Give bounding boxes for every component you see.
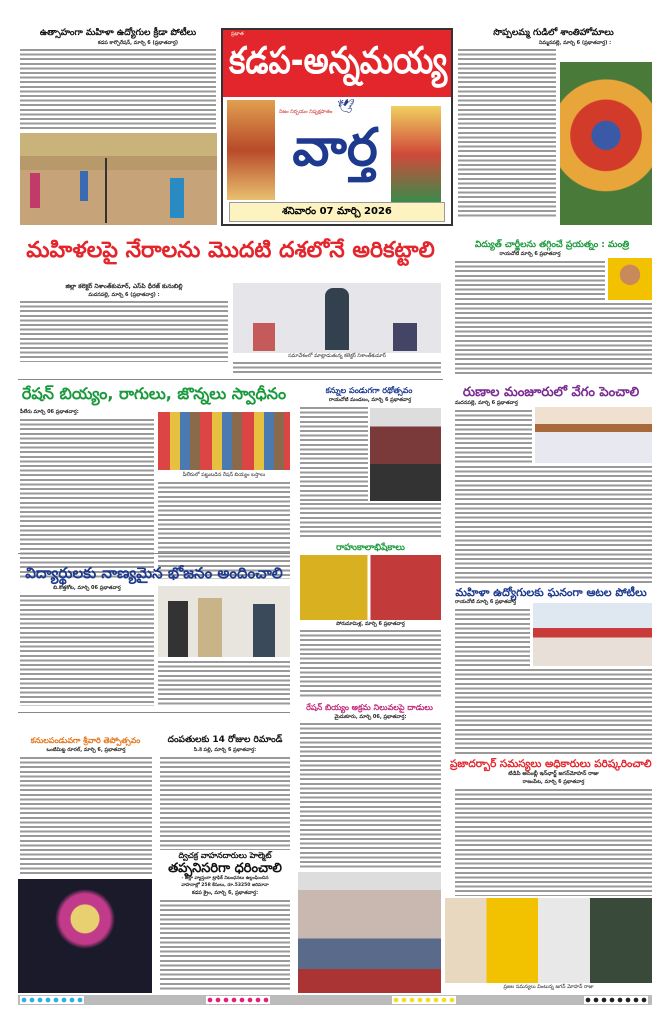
- photo-rahukala: [300, 555, 441, 620]
- headline-sports: ఉత్సాహంగా మహిళా ఉద్యోగుల క్రీడా పోటీలు: [39, 28, 197, 38]
- headline-rathotsavam: కన్నుల పండుగగా రథోత్సవం: [325, 386, 413, 395]
- photo-ration-raids: [298, 872, 441, 993]
- article-body: [455, 668, 652, 756]
- article-body: [20, 300, 228, 362]
- dove-icon: 🕊: [337, 99, 355, 115]
- annamayya-image: [391, 106, 441, 202]
- helmet-subhead-2: వాహనాల్లో 258 కేసులు, రూ.53250 జరిమానా: [181, 883, 269, 888]
- headline-ration-raids: రేషన్ బియ్యం అక్రమ నిలువలపై దాడులు: [306, 703, 433, 712]
- article-body: [458, 48, 556, 218]
- dateline: మైదుకూరు, మార్చి 06, ప్రభాతవార్త:: [334, 714, 407, 720]
- dateline: మదనపల్లె, మార్చి 6 (ప్రభాతవార్త) :: [88, 292, 160, 298]
- article-body: [300, 502, 441, 540]
- dateline: బి.కొత్తకోట, మార్చి 06 ప్రభాతవార్త: [53, 585, 121, 591]
- masthead-tagline: నిజం నిర్భయం నిష్పక్షపాతం: [279, 109, 333, 115]
- color-registration-bar: [18, 995, 652, 1005]
- lead-subhead: జిల్లా కలెక్టర్ నిశాంత్‌కుమార్, ఎస్‌పి ధీరజ్ కునుబిల్లి: [65, 283, 183, 290]
- article-body: [455, 302, 652, 374]
- headline-remand: దంపతులకు 14 రోజుల రిమాండ్: [167, 735, 283, 745]
- article-body: [455, 409, 532, 463]
- headline-students-food: విద్యార్థులకు నాణ్యమైన భోజనం అందించాలి: [25, 564, 283, 582]
- photo-goddess: [560, 62, 652, 225]
- helmet-subhead: - జిల్లా వ్యాప్తంగా ట్రాఫిక్ నిబంధనలు ఉల్లంఘించిన: [181, 876, 269, 881]
- dateline: మదనపల్లె, మార్చి 6 ప్రభాతవార్త: [455, 400, 518, 406]
- deity-image: [227, 100, 275, 200]
- photo-students-food: [158, 586, 290, 657]
- article-body: [20, 756, 152, 876]
- praja-subhead: టిడిపి అసెంబ్లీ ఇన్‌ఛార్జ్ జగన్‌మోహన్ రాజు: [508, 771, 599, 777]
- masthead: [221, 28, 453, 226]
- headline-rahukala: రాహుకాలాభిషేకాలు: [336, 543, 405, 553]
- photo-loans-meeting: [535, 407, 652, 463]
- masthead-name: వార్త: [292, 118, 378, 178]
- masthead-title: కడప-అన్నమయ్య: [229, 39, 448, 82]
- headline-women-games: మహిళా ఉద్యోగులకు ఘనంగా ఆటల పోటీలు: [455, 586, 647, 599]
- dateline: రాయచోటి మార్చి 6 ప్రభాతవార్త: [499, 251, 561, 257]
- masthead-tag: ప్రభాత: [231, 31, 244, 37]
- dateline: కడప క్రైం, మార్చి 6, ప్రభాతవార్త:: [191, 890, 259, 896]
- headline-teppotsavam: కనులపండువగా శ్రీవారి తెప్పోత్సవం: [30, 736, 141, 745]
- headline-ration-seized: రేషన్ బియ్యం, రాగులు, జొన్నలు స్వాధీనం: [21, 384, 287, 403]
- article-body: [300, 406, 368, 501]
- article-body: [20, 48, 216, 130]
- issue-date: శనివారం 07 మార్చి 2026: [229, 202, 445, 222]
- headline-shanti-homam: సొప్పలమ్మ గుడిలో శాంతిహోమాలు: [493, 28, 614, 38]
- photo-teppotsavam: [18, 879, 152, 993]
- photo-chariot: [370, 408, 441, 501]
- photo-caption: పీలేరులో పట్టుబడిన రేషన్ బియ్యం బస్తాలు: [182, 472, 266, 478]
- dateline: సి.కె పల్లి, మార్చి 6 ప్రభాతవార్త:: [193, 747, 257, 753]
- article-body: [20, 594, 154, 706]
- photo-caption: సమావేశంలో మాట్లాడుతున్న కలెక్టర్ నిశాంత్‌కుమార్: [288, 353, 386, 359]
- lead-headline: మహిళలపై నేరాలను మొదటి దశలోనే అరికట్టాలి: [26, 238, 435, 263]
- article-body: [160, 756, 290, 850]
- dateline: కడప కార్పొరేషన్, మార్చి 6 (ప్రభాతవార్త): [97, 40, 179, 46]
- headline-helmet-2: తప్పనిసరిగా ధరించాలి: [168, 861, 282, 876]
- article-body: [455, 608, 530, 666]
- headline-electricity: విద్యుత్ చార్జీలను తగ్గించే ప్రయత్నం : మంత్రి: [474, 240, 630, 250]
- dateline: రాయచోటి మార్చి 6 ప్రభాతవార్త: [455, 599, 517, 605]
- dateline: నిమ్మనపల్లె, మార్చి 6 (ప్రభాతవార్త) :: [538, 40, 612, 46]
- dateline: ఒంటిమిట్ట రూరల్, మార్చి 6, ప్రభాతవార్త: [46, 747, 126, 753]
- photo-collector-meeting: [233, 283, 441, 353]
- photo-praja-darbar: [445, 898, 652, 983]
- article-body: [455, 788, 652, 896]
- dateline: పీలేరు మార్చి 06 ప్రభాతవార్త:: [20, 409, 79, 415]
- article-body: [455, 465, 652, 583]
- headline-loans: రుణాల మంజూరులో వేగం పెంచాలి: [462, 385, 640, 400]
- photo-minister: [608, 258, 652, 300]
- article-body: [300, 629, 441, 699]
- photo-women-games: [533, 603, 652, 666]
- dateline: రాయచోటి మండలం, మార్చి 6 ప్రభాతవార్త: [328, 397, 412, 403]
- article-body: [233, 361, 441, 374]
- photo-sports-event: [20, 133, 217, 225]
- headline-praja-darbar: ప్రజాదర్బార్ సమస్యలు అధికారులు పరిష్కరించాలి: [450, 758, 652, 770]
- article-body: [300, 722, 441, 870]
- dateline: పోరుమామిళ్ల, మార్చి 6 ప్రభాతవార్త: [336, 621, 405, 627]
- article-body: [20, 418, 154, 580]
- headline-helmet-1: ద్విచక్ర వాహనదారులు హెల్మెట్: [178, 851, 272, 860]
- article-body: [158, 660, 290, 706]
- dateline: రాజంపేట, మార్చి 6 ప్రభాతవార్త: [522, 779, 585, 785]
- photo-caption: ప్రజల సమస్యలు వింటున్న జగన్ మోహన్ రాజు: [503, 984, 594, 990]
- photo-ration-bags: [158, 412, 290, 470]
- article-body: [455, 260, 605, 302]
- article-body: [160, 899, 290, 990]
